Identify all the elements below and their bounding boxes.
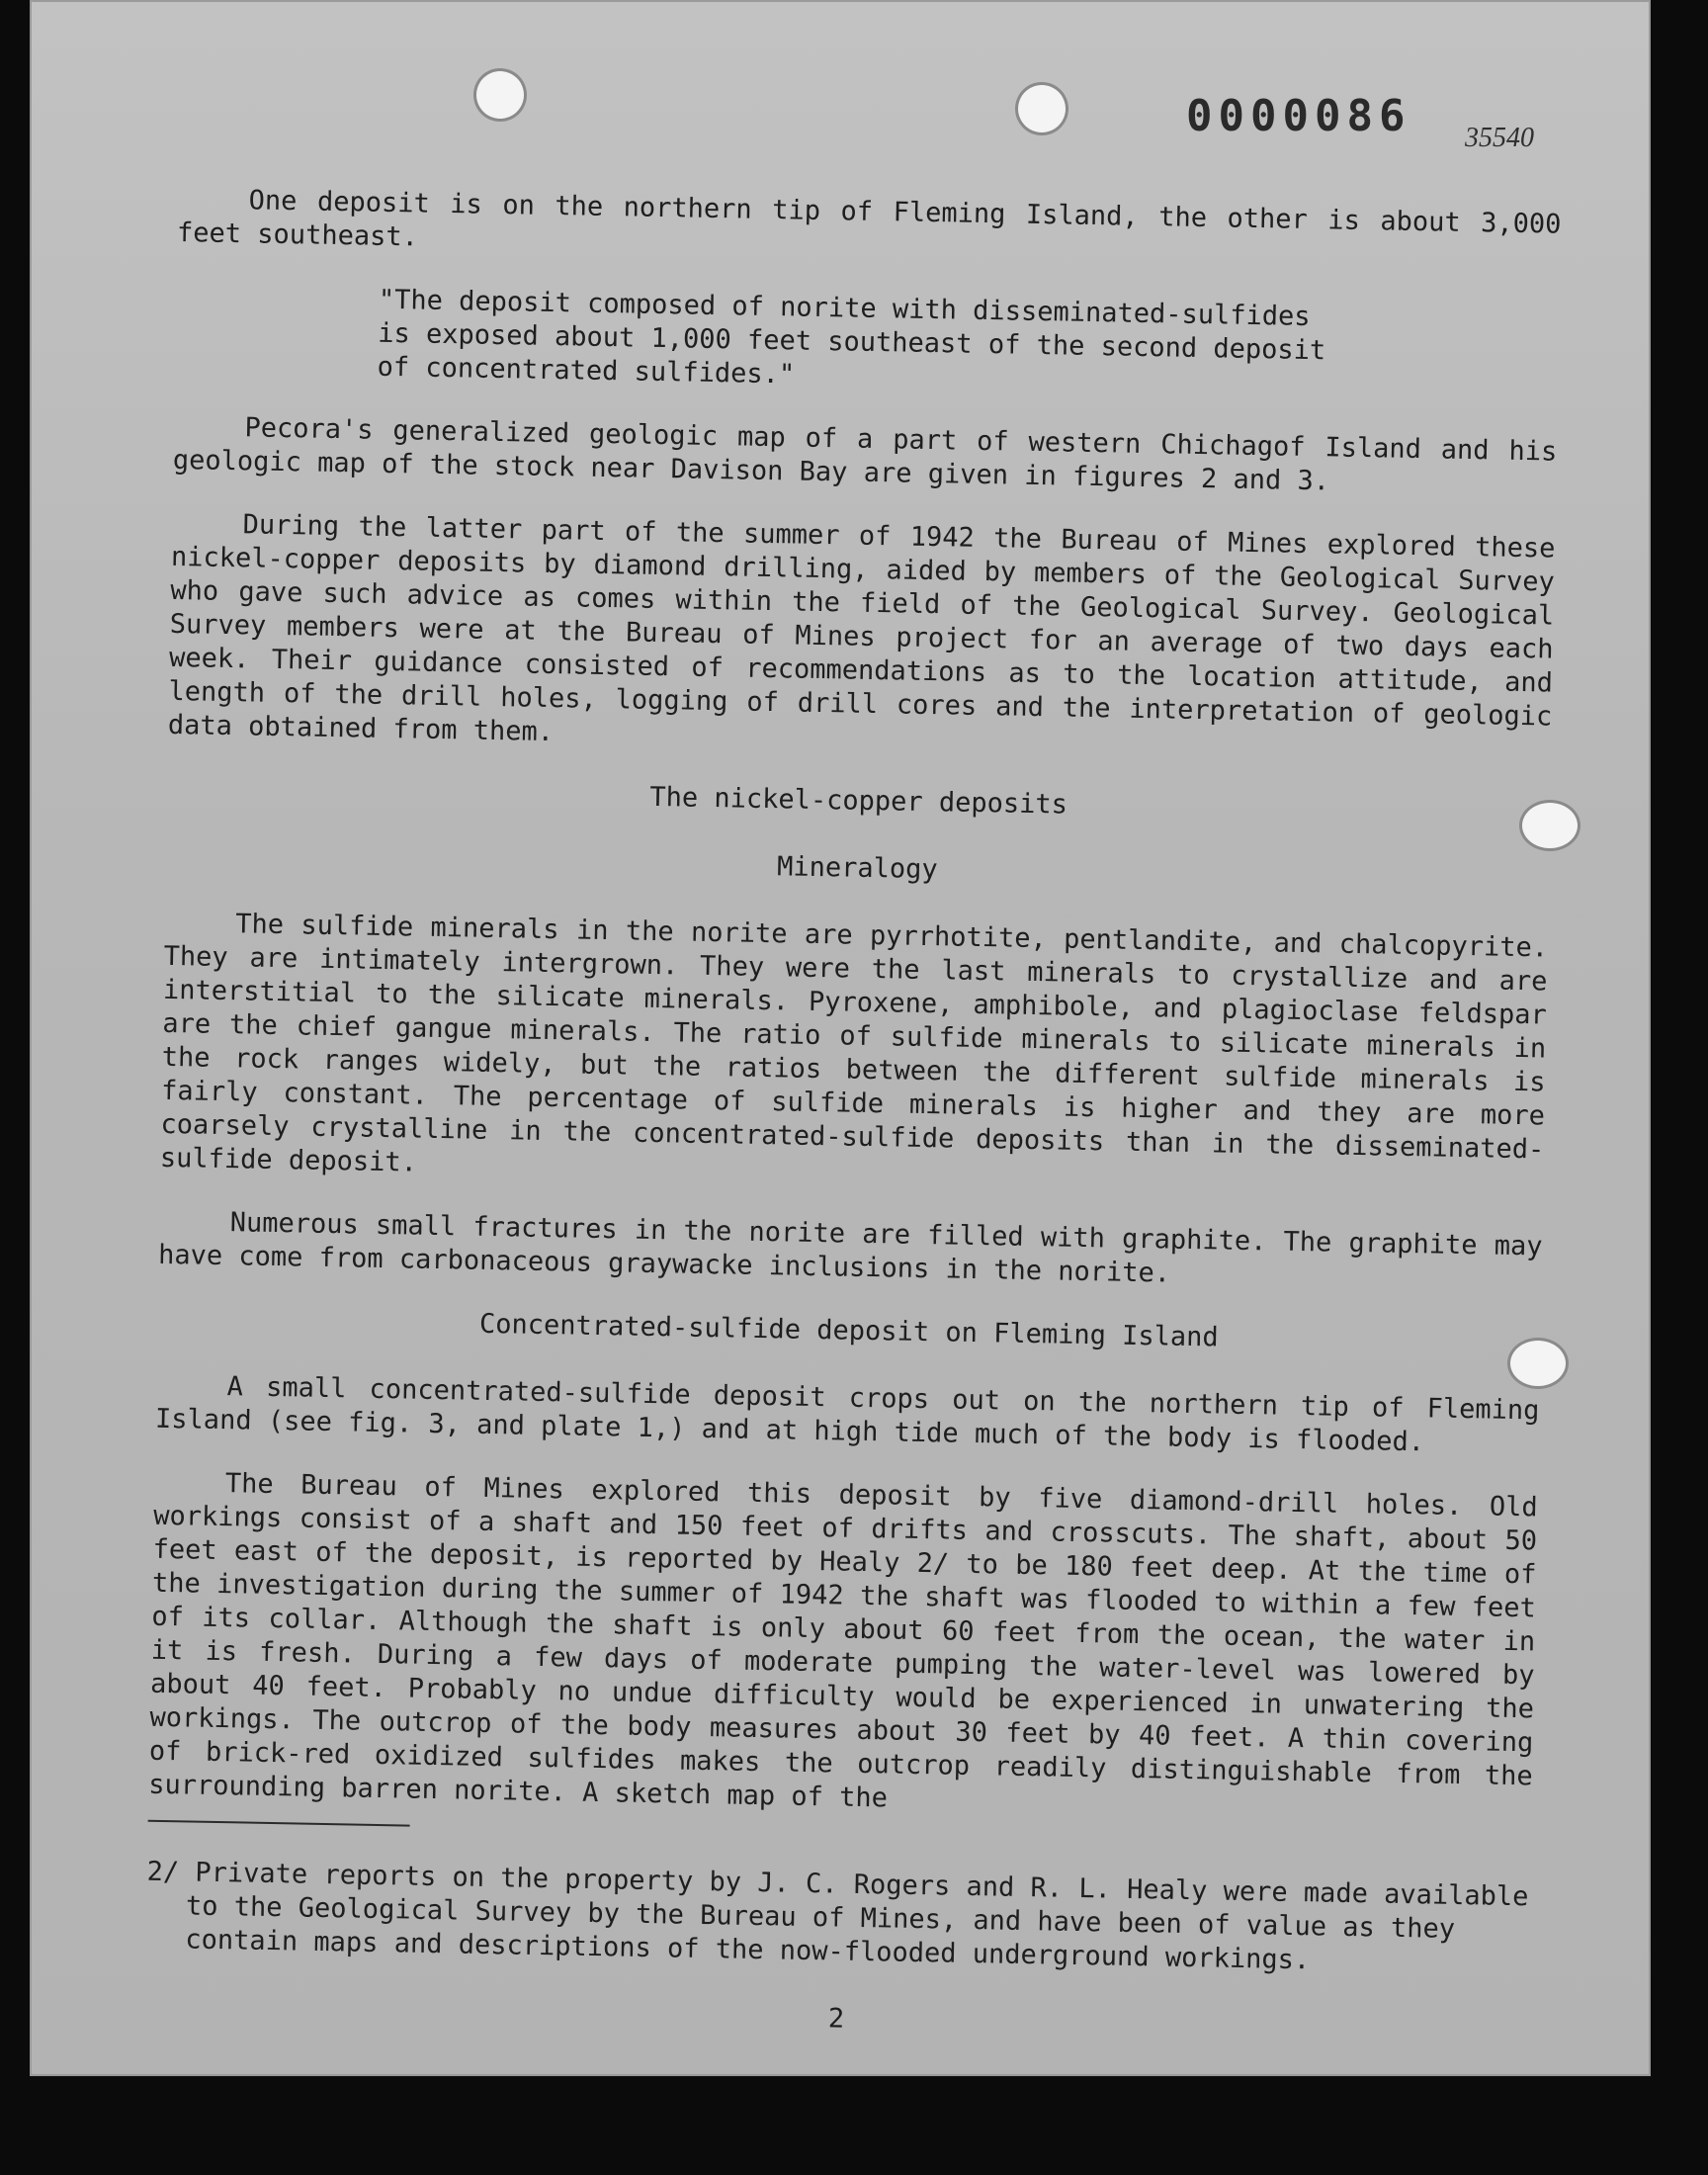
document-body — [143, 183, 1561, 2075]
paper-sheet — [30, 0, 1651, 2076]
paragraph-graphite: Numerous small fractures in the norite are filled with graphite. The graphite may have come from carbonaceous graywacke inclusions in the norite. — [157, 1207, 1543, 1289]
footnote: 2/ Private reports on the property by J. C. Rogers and R. L. Healy were made available to the Geological Survey by the Bureau of Mines, and have been of value as they contain maps and descriptions of the now-flooded underground workings. — [146, 1856, 1529, 1976]
paragraph-fleming-outcrop: A small concentrated-sulfide deposit crops out on the northern tip of Fleming Island (see fig. 3, and plate 1,) and at high tide much of the body is flooded. — [154, 1371, 1540, 1458]
paragraph-pecora-maps: Pecora's generalized geologic map of a part of western Chichagof Island and his geologic map of the stock near Davison Bay are given in figures 2 and 3. — [172, 412, 1558, 497]
paragraph-sulfide-minerals: The sulfide minerals in the norite are pyrrhotite, pentlandite, and chalcopyrite. They are intimately intergrown. They were the last minerals to crystallize and are interstitial to the silicate minerals. Pyroxene, amphibole, and plagioclase feldspar are the chief gangue minerals. The ratio of sulfide minerals to silicate minerals in the rock ranges widely, but the ratios between the different sulfide minerals is fairly constant. The percentage of sulfide minerals is higher and they are more coarsely crystalline in the concentrated-sulfide deposits than in the disseminated-sulfide deposit. — [159, 909, 1549, 1178]
punch-hole-left — [476, 71, 524, 119]
document-stamp-number: 0000086 — [1186, 91, 1411, 141]
section-heading-fleming-deposit: Concentrated-sulfide deposit on Fleming Island — [478, 1308, 1219, 1353]
paragraph-bureau-exploration: During the latter part of the summer of 1942 the Bureau of Mines explored these nickel-copper deposits by diamond drilling, aided by members of the Geological Survey who gave such advice as comes within the field of the Geological Survey. Geological Survey members were at the Bureau of Mines project for an average of two days each week. Their guidance consisted of recommendations as to the location attitude, and length of the drill holes, logging of drill cores and the interpretation of geologic data obtained from them. — [167, 509, 1556, 748]
punch-hole-center — [1018, 85, 1066, 132]
page-reference-number: 35540 — [1465, 123, 1534, 153]
section-heading-deposits: The nickel-copper deposits — [649, 781, 1068, 821]
paragraph-drill-holes: The Bureau of Mines explored this deposit by five diamond-drill holes. Old workings consist of a shaft and 150 feet of drifts and crosscuts. The shaft, about 50 feet east of the deposit, is reported by Healy 2/ to be 180 feet deep. At the time of the investigation during the summer of 1942 the shaft was flooded to within a few feet of its collar. Although the shaft is only about 60 feet from the ocean, the water in it is fresh. During a few days of moderate pumping the water-level was lowered by about 40 feet. Probably no undue difficulty would be experienced in unwatering the workings. The outcrop of the body measures about 30 feet by 40 feet. A thin covering of brick-red oxidized sulfides makes the outcrop readily distinguishable from the surrounding barren norite. A sketch map of the — [148, 1468, 1538, 1814]
paragraph-fleming-deposits: One deposit is on the northern tip of Fleming Island, the other is about 3,000 feet southeast. — [176, 185, 1562, 253]
page-number: 2 — [827, 2003, 845, 2035]
block-quote: "The deposit composed of norite with disseminated-sulfides is exposed about 1,000 feet southeast of the second deposit of concentrated sulfides." — [377, 284, 1326, 391]
section-heading-mineralogy: Mineralogy — [776, 851, 938, 886]
footnote-divider — [148, 1820, 410, 1827]
